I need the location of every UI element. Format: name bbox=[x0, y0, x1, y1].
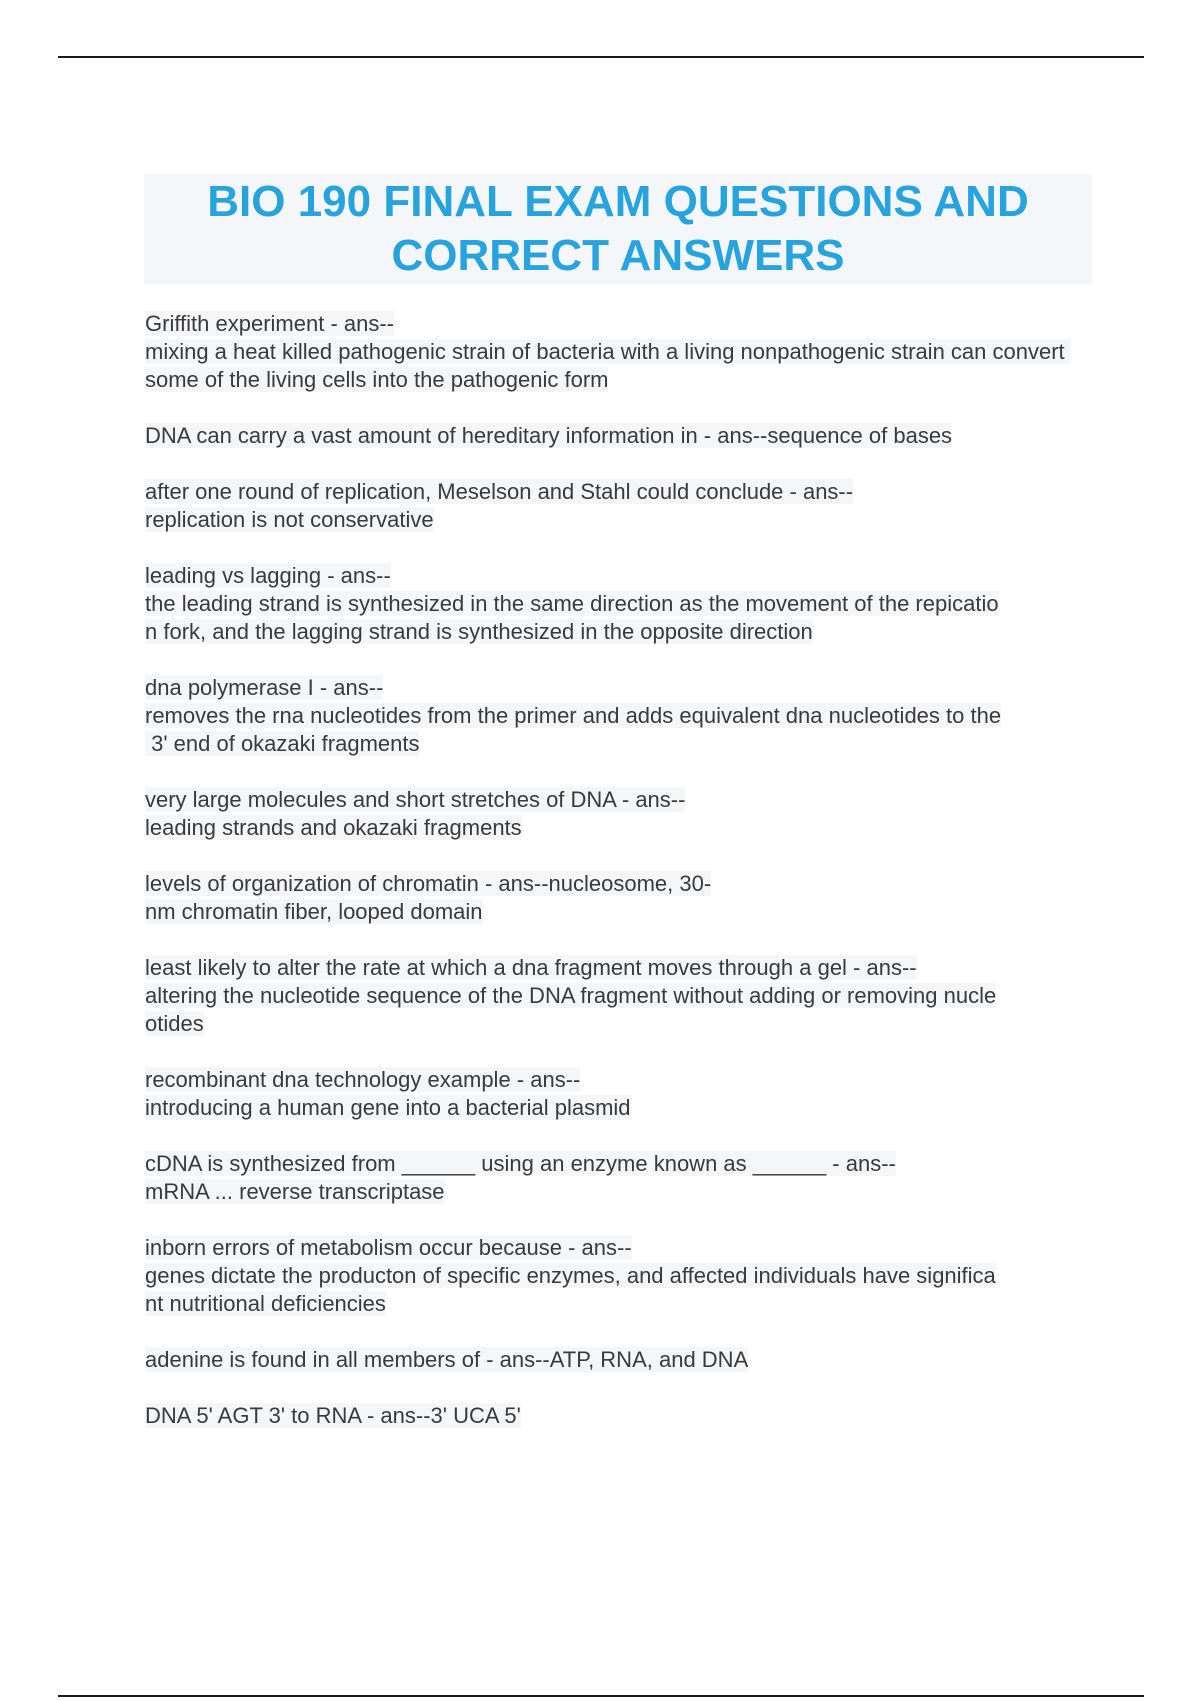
title-banner bbox=[144, 174, 1092, 284]
qa-item bbox=[145, 674, 1095, 758]
qa-text: cDNA is synthesized from ______ using an enzyme known as ______ - ans-- mRNA ... reverse transcriptase bbox=[145, 1151, 896, 1204]
qa-item bbox=[145, 1234, 1095, 1318]
qa-item bbox=[145, 310, 1095, 394]
qa-item bbox=[145, 422, 1095, 450]
qa-text: very large molecules and short stretches of DNA - ans-- leading strands and okazaki fragments bbox=[145, 787, 686, 840]
qa-text: recombinant dna technology example - ans-- introducing a human gene into a bacterial plasmid bbox=[145, 1067, 631, 1120]
qa-text: least likely to alter the rate at which a dna fragment moves through a gel - ans-- altering the nucleotide sequence of the DNA fragment without adding or removing nucle otides bbox=[145, 955, 997, 1036]
qa-item bbox=[145, 870, 1095, 926]
top-rule bbox=[58, 56, 1144, 58]
qa-item bbox=[145, 562, 1095, 646]
qa-text: Griffith experiment - ans-- mixing a heat killed pathogenic strain of bacteria with a living nonpathogenic strain can convert some of the living cells into the pathogenic form bbox=[145, 311, 1071, 392]
qa-text: leading vs lagging - ans-- the leading strand is synthesized in the same direction as the movement of the repicatio n fork, and the lagging strand is synthesized in the opposite direction bbox=[145, 563, 999, 644]
page-title: BIO 190 FINAL EXAM QUESTIONS AND CORRECT ANSWERS bbox=[207, 177, 1029, 280]
bottom-rule bbox=[58, 1695, 1144, 1697]
qa-text: dna polymerase I - ans-- removes the rna nucleotides from the primer and adds equivalent dna nucleotides to the 3' end of okazaki fragments bbox=[145, 675, 1002, 756]
qa-text: DNA 5' AGT 3' to RNA - ans--3' UCA 5' bbox=[145, 1403, 521, 1428]
qa-text: inborn errors of metabolism occur because - ans-- genes dictate the producton of specific enzymes, and affected individuals have significa nt nutritional deficiencies bbox=[145, 1235, 996, 1316]
qa-item bbox=[145, 954, 1095, 1038]
qa-text: adenine is found in all members of - ans--ATP, RNA, and DNA bbox=[145, 1347, 749, 1372]
qa-item bbox=[145, 786, 1095, 842]
qa-text: DNA can carry a vast amount of hereditary information in - ans--sequence of bases bbox=[145, 423, 953, 448]
qa-item bbox=[145, 1066, 1095, 1122]
qa-item bbox=[145, 1346, 1095, 1374]
qa-list bbox=[145, 310, 1095, 1458]
qa-item bbox=[145, 478, 1095, 534]
qa-item bbox=[145, 1150, 1095, 1206]
qa-text: levels of organization of chromatin - ans--nucleosome, 30- nm chromatin fiber, looped domain bbox=[145, 871, 712, 924]
qa-item bbox=[145, 1402, 1095, 1430]
qa-text: after one round of replication, Meselson and Stahl could conclude - ans-- replication is not conservative bbox=[145, 479, 854, 532]
